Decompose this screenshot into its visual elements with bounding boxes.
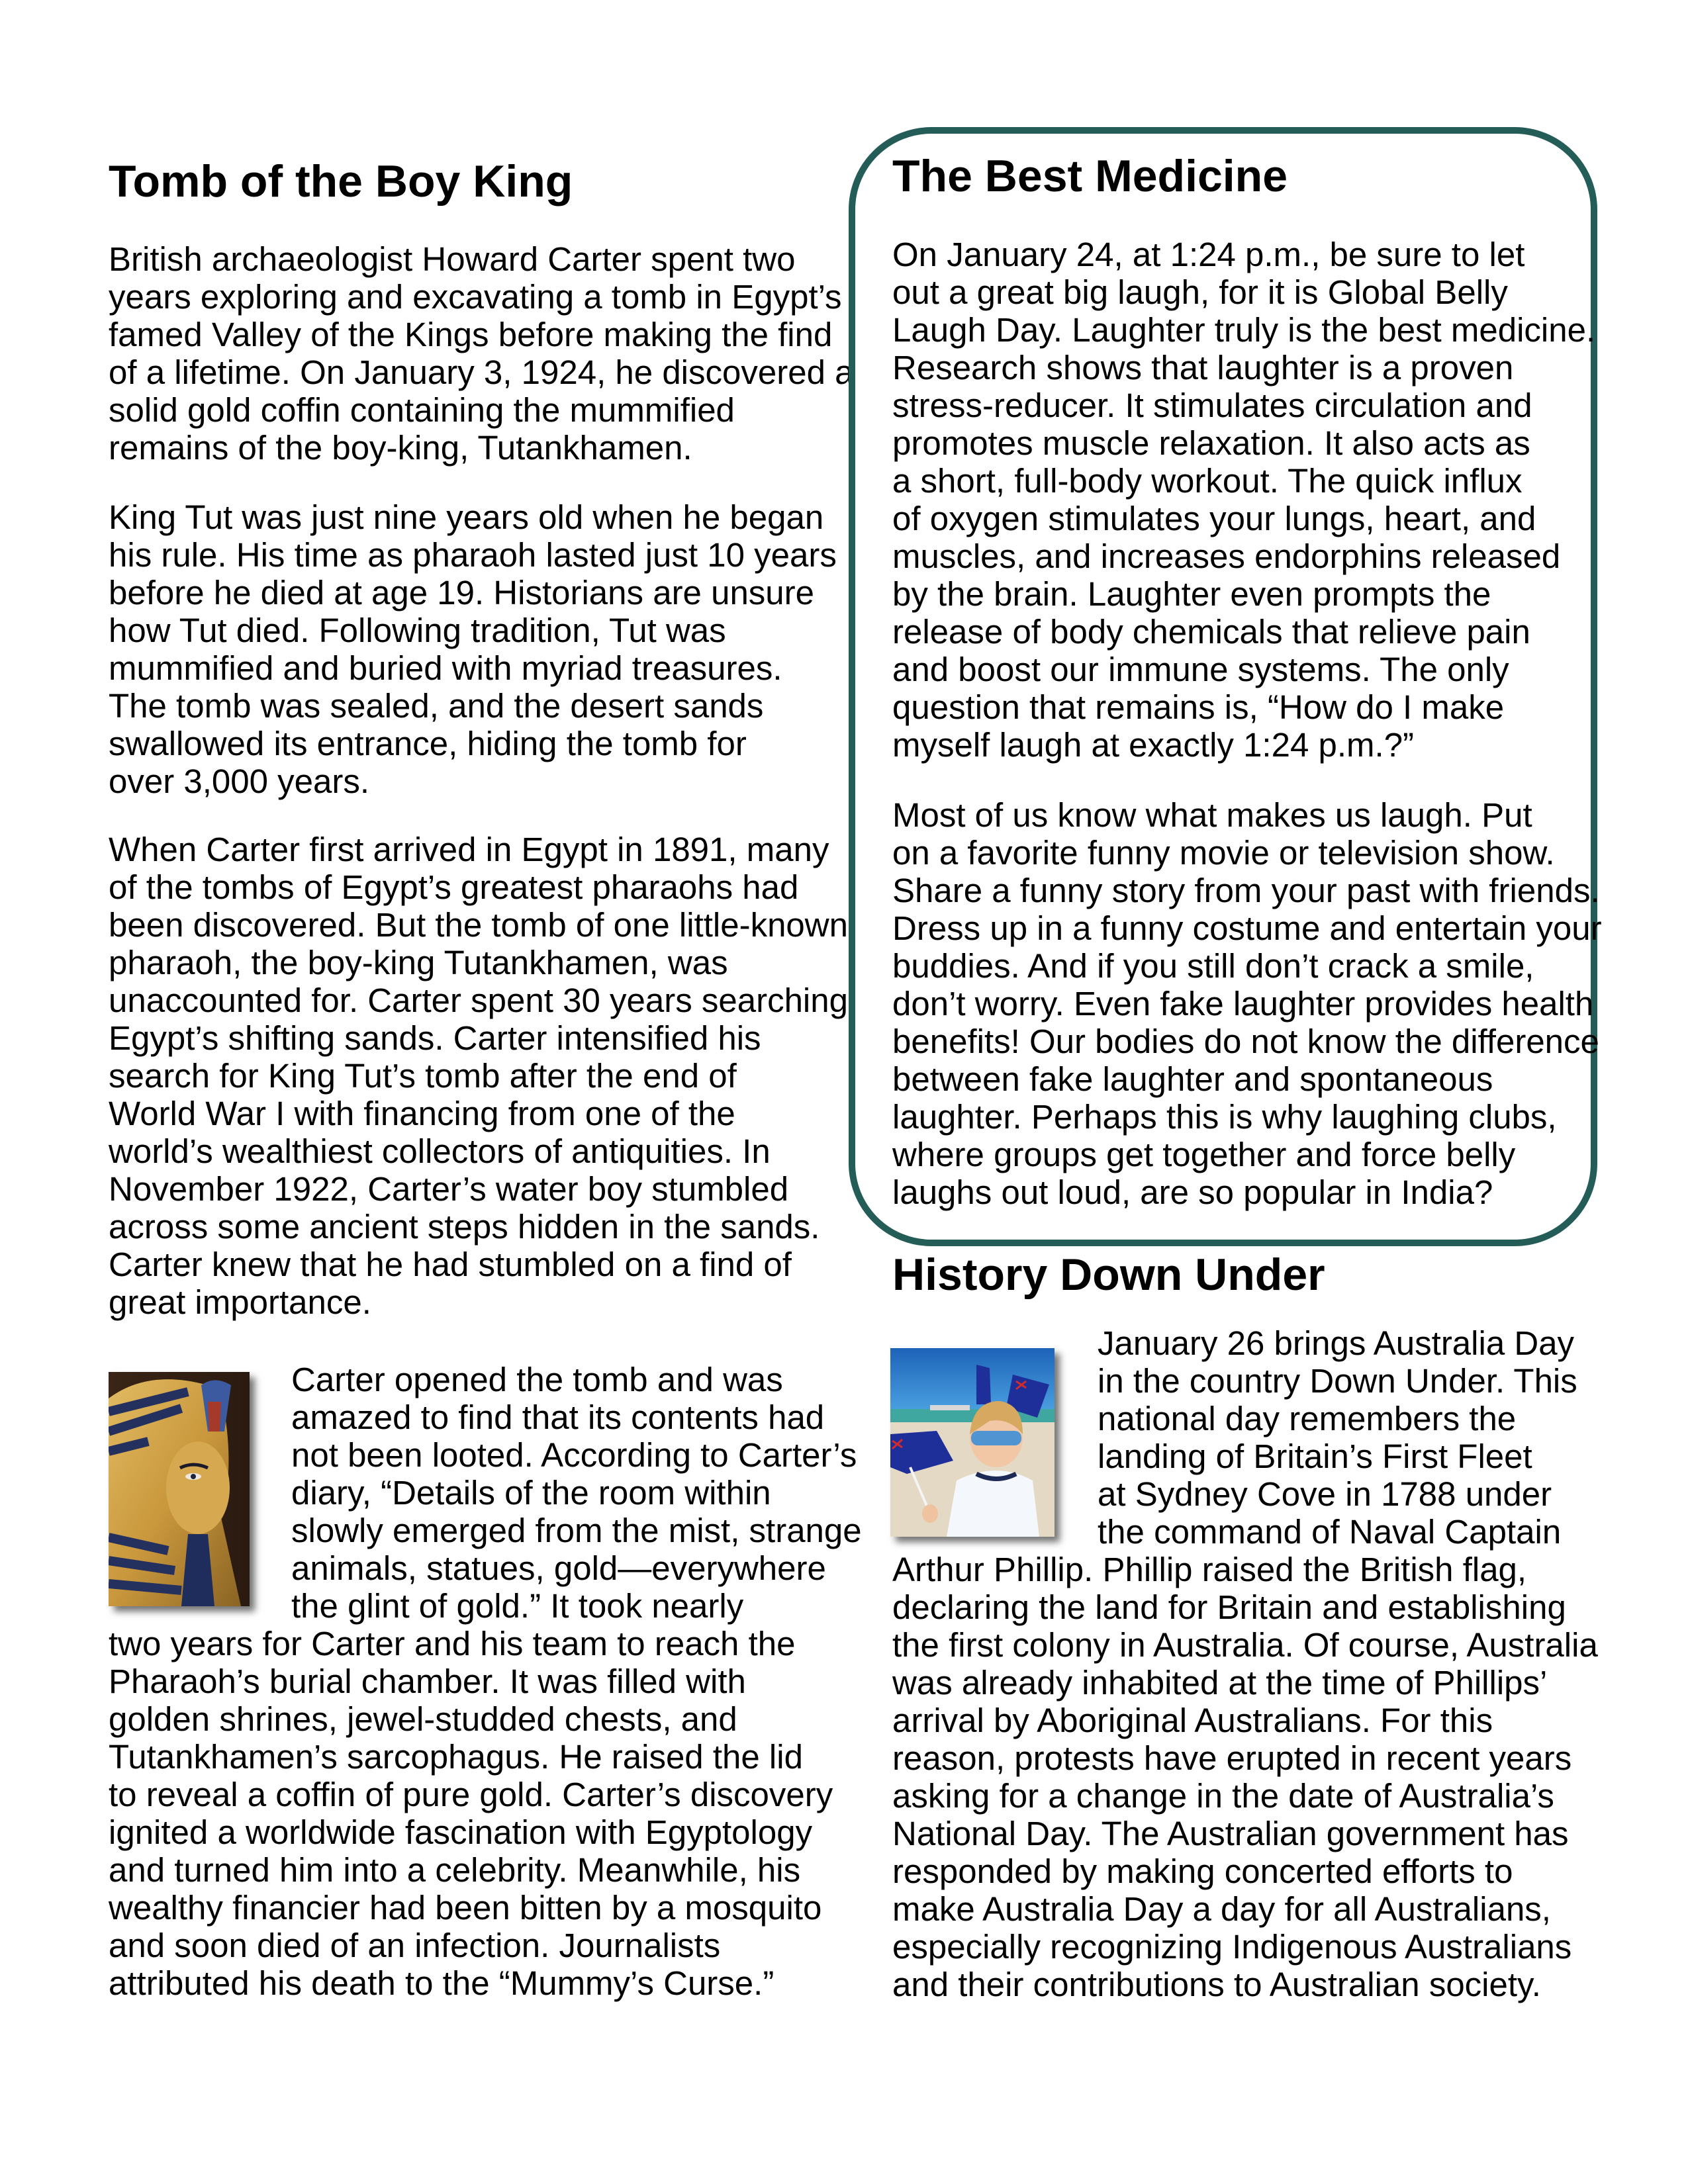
text-line: myself laugh at exactly 1:24 p.m.?” bbox=[892, 726, 1415, 764]
text-line: stress-reducer. It stimulates circulation and bbox=[892, 387, 1532, 424]
text-line: British archaeologist Howard Carter spent two bbox=[109, 240, 796, 278]
text-line: make Australia Day a day for all Australians, bbox=[892, 1890, 1551, 1928]
text-line: don’t worry. Even fake laughter provides health bbox=[892, 985, 1594, 1023]
text-line: over 3,000 years. bbox=[109, 762, 370, 800]
text-line: between fake laughter and spontaneous bbox=[892, 1060, 1493, 1098]
text-line: laughs out loud, are so popular in India? bbox=[892, 1173, 1493, 1211]
text-line: been discovered. But the tomb of one little-known bbox=[109, 906, 848, 944]
australia-day-child-image bbox=[890, 1348, 1055, 1537]
text-line: in the country Down Under. This bbox=[1098, 1362, 1577, 1400]
text-line: laughter. Perhaps this is why laughing clubs, bbox=[892, 1098, 1557, 1136]
text-line: When Carter first arrived in Egypt in 1891, many bbox=[109, 831, 829, 868]
history-paragraph-wrapped bbox=[1098, 1324, 1577, 1551]
text-line: of a lifetime. On January 3, 1924, he discovered a bbox=[109, 353, 854, 391]
text-line: Share a funny story from your past with friends. bbox=[892, 872, 1600, 909]
text-line: Research shows that laughter is a proven bbox=[892, 349, 1514, 387]
text-line: and boost our immune systems. The only bbox=[892, 651, 1509, 688]
article-paragraph-2 bbox=[109, 498, 837, 800]
text-line: amazed to find that its contents had bbox=[291, 1398, 825, 1436]
text-line: his rule. His time as pharaoh lasted just 10 years bbox=[109, 536, 837, 574]
text-line: a short, full-body workout. The quick influx bbox=[892, 462, 1523, 500]
text-line: animals, statues, gold—everywhere bbox=[291, 1549, 826, 1587]
text-line: diary, “Details of the room within bbox=[291, 1474, 771, 1512]
child-with-flags-icon bbox=[890, 1348, 1055, 1537]
text-line: Laugh Day. Laughter truly is the best medicine. bbox=[892, 311, 1596, 349]
text-line: asking for a change in the date of Australia’s bbox=[892, 1777, 1554, 1815]
pharaoh-mask-image bbox=[109, 1372, 250, 1606]
text-line: Tutankhamen’s sarcophagus. He raised the lid bbox=[109, 1738, 803, 1776]
text-line: before he died at age 19. Historians are unsure bbox=[109, 574, 815, 612]
text-line: by the brain. Laughter even prompts the bbox=[892, 575, 1491, 613]
text-line: mummified and buried with myriad treasures. bbox=[109, 649, 782, 687]
text-line: slowly emerged from the mist, strange bbox=[291, 1512, 862, 1549]
text-line: remains of the boy-king, Tutankhamen. bbox=[109, 429, 692, 467]
text-line: search for King Tut’s tomb after the end of bbox=[109, 1057, 737, 1095]
text-line: years exploring and excavating a tomb in Egypt’s bbox=[109, 278, 842, 316]
text-line: great importance. bbox=[109, 1283, 371, 1321]
article-title-history-down-under: History Down Under bbox=[892, 1250, 1325, 1300]
text-line: and their contributions to Australian society. bbox=[892, 1966, 1541, 2003]
text-line: two years for Carter and his team to reach the bbox=[109, 1625, 796, 1662]
text-line: arrival by Aboriginal Australians. For this bbox=[892, 1702, 1493, 1739]
text-line: buddies. And if you still don’t crack a smile, bbox=[892, 947, 1534, 985]
text-line: Egypt’s shifting sands. Carter intensified his bbox=[109, 1019, 761, 1057]
sidebar-paragraph-2 bbox=[892, 796, 1602, 1211]
text-line: November 1922, Carter’s water boy stumbled bbox=[109, 1170, 789, 1208]
text-line: Dress up in a funny costume and entertain your bbox=[892, 909, 1602, 947]
sidebar-title-best-medicine: The Best Medicine bbox=[892, 151, 1288, 201]
text-line: world’s wealthiest collectors of antiquities. In bbox=[109, 1132, 771, 1170]
text-line: of the tombs of Egypt’s greatest pharaohs had bbox=[109, 868, 799, 906]
text-line: at Sydney Cove in 1788 under bbox=[1098, 1475, 1552, 1513]
text-line: National Day. The Australian government has bbox=[892, 1815, 1569, 1852]
text-line: on a favorite funny movie or television show. bbox=[892, 834, 1555, 872]
text-line: especially recognizing Indigenous Australians bbox=[892, 1928, 1572, 1966]
sidebar-paragraph-1 bbox=[892, 236, 1595, 764]
text-line: reason, protests have erupted in recent years bbox=[892, 1739, 1572, 1777]
text-line: King Tut was just nine years old when he began bbox=[109, 498, 824, 536]
text-line: the glint of gold.” It took nearly bbox=[291, 1587, 744, 1625]
text-line: famed Valley of the Kings before making the find bbox=[109, 316, 833, 353]
text-line: was already inhabited at the time of Phillips’ bbox=[892, 1664, 1548, 1702]
text-line: pharaoh, the boy-king Tutankhamen, was bbox=[109, 944, 728, 981]
text-line: The tomb was sealed, and the desert sands bbox=[109, 687, 764, 725]
text-line: and turned him into a celebrity. Meanwhile, his bbox=[109, 1851, 801, 1889]
text-line: unaccounted for. Carter spent 30 years searching bbox=[109, 981, 848, 1019]
text-line: Arthur Phillip. Phillip raised the British flag, bbox=[892, 1551, 1527, 1588]
article-paragraph-1 bbox=[109, 240, 854, 467]
text-line: release of body chemicals that relieve pain bbox=[892, 613, 1530, 651]
text-line: national day remembers the bbox=[1098, 1400, 1517, 1437]
text-line: not been looted. According to Carter’s bbox=[291, 1436, 857, 1474]
text-line: solid gold coffin containing the mummified bbox=[109, 391, 735, 429]
text-line: Most of us know what makes us laugh. Put bbox=[892, 796, 1532, 834]
text-line: question that remains is, “How do I make bbox=[892, 688, 1505, 726]
article-title-tomb-of-the-boy-king: Tomb of the Boy King bbox=[109, 156, 573, 206]
article-paragraph-4 bbox=[109, 1625, 833, 2002]
text-line: World War I with financing from one of the bbox=[109, 1095, 735, 1132]
text-line: golden shrines, jewel-studded chests, and bbox=[109, 1700, 737, 1738]
text-line: of oxygen stimulates your lungs, heart, and bbox=[892, 500, 1536, 537]
text-line: attributed his death to the “Mummy’s Curse.” bbox=[109, 1964, 774, 2002]
text-line: the command of Naval Captain bbox=[1098, 1513, 1562, 1551]
text-line: across some ancient steps hidden in the sands. bbox=[109, 1208, 820, 1246]
text-line: On January 24, at 1:24 p.m., be sure to let bbox=[892, 236, 1525, 273]
article-paragraph-3 bbox=[109, 831, 848, 1321]
text-line: Carter knew that he had stumbled on a find of bbox=[109, 1246, 792, 1283]
text-line: January 26 brings Australia Day bbox=[1098, 1324, 1575, 1362]
text-line: ignited a worldwide fascination with Egyptology bbox=[109, 1813, 813, 1851]
text-line: landing of Britain’s First Fleet bbox=[1098, 1437, 1532, 1475]
text-line: Pharaoh’s burial chamber. It was filled with bbox=[109, 1662, 746, 1700]
pharaoh-mask-icon bbox=[109, 1372, 250, 1606]
text-line: the first colony in Australia. Of course, Australia bbox=[892, 1626, 1598, 1664]
text-line: benefits! Our bodies do not know the difference bbox=[892, 1023, 1599, 1060]
history-paragraph bbox=[892, 1551, 1598, 2003]
text-line: responded by making concerted efforts to bbox=[892, 1852, 1513, 1890]
text-line: muscles, and increases endorphins released bbox=[892, 537, 1561, 575]
article-paragraph-4-wrapped bbox=[291, 1361, 862, 1625]
text-line: promotes muscle relaxation. It also acts as bbox=[892, 424, 1530, 462]
text-line: and soon died of an infection. Journalists bbox=[109, 1927, 721, 1964]
text-line: swallowed its entrance, hiding the tomb for bbox=[109, 725, 747, 762]
text-line: where groups get together and force belly bbox=[892, 1136, 1516, 1173]
text-line: out a great big laugh, for it is Global Belly bbox=[892, 273, 1508, 311]
text-line: to reveal a coffin of pure gold. Carter’s discovery bbox=[109, 1776, 833, 1813]
text-line: Carter opened the tomb and was bbox=[291, 1361, 783, 1398]
text-line: declaring the land for Britain and establishing bbox=[892, 1588, 1566, 1626]
text-line: how Tut died. Following tradition, Tut was bbox=[109, 612, 726, 649]
text-line: wealthy financier had been bitten by a mosquito bbox=[109, 1889, 822, 1927]
